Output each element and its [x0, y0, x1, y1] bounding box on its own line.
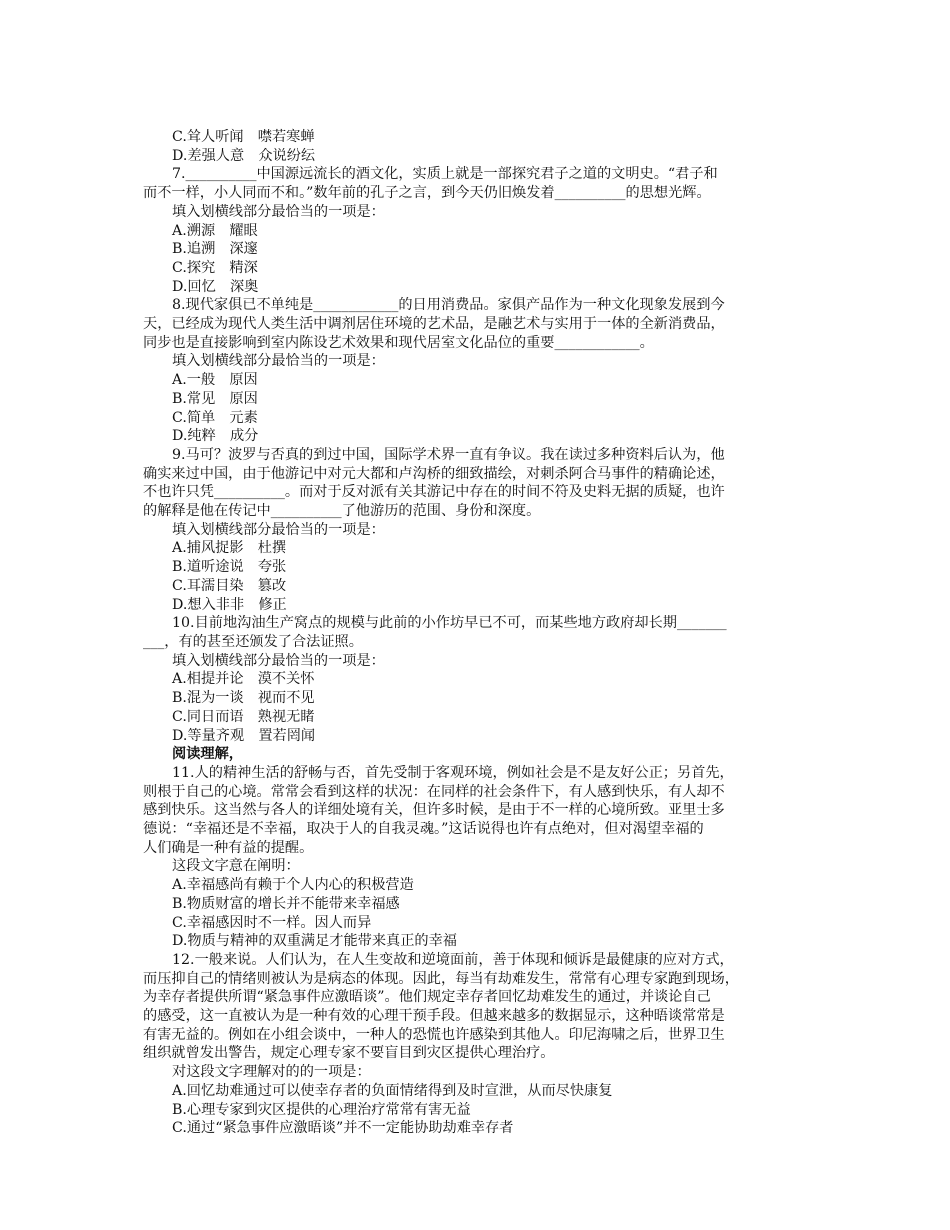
text-line: 不也许只凭__________。而对于反对派有关其游记中存在的时间不符及史料无据的质疑，也许	[143, 484, 725, 501]
text-line: ___，有的甚至还颁发了合法证照。	[143, 633, 363, 650]
text-line: 这段文字意在阐明：	[172, 858, 300, 875]
text-line: 同步也是直接影响到室内陈设艺术效果和现代居室文化品位的重要____________。	[143, 334, 654, 351]
text-line: C.同日而语 熟视无睹	[172, 708, 315, 725]
text-line: 对这段文字理解对的的一项是：	[172, 1064, 371, 1081]
section-heading: 阅读理解，	[172, 746, 243, 763]
text-line: 则根于自己的心境。常常会看到这样的状况：在同样的社会条件下，有人感到快乐，有人却不	[143, 783, 725, 800]
text-line: C.探究 精深	[172, 259, 258, 276]
text-line: 7.__________中国源远流长的酒文化，实质上就是一部探究君子之道的文明史。“君子和	[172, 166, 718, 183]
text-line: 12.一般来说。人们认为，在人生变故和逆境面前，善于体现和倾诉是最健康的应对方式，	[172, 951, 734, 968]
text-line: D.物质与精神的双重满足才能带来真正的幸福	[172, 933, 457, 950]
text-line: C.幸福感因时不一样。因人而异	[172, 914, 372, 931]
text-line: 的感受，这一直被认为是一种有效的心理干预手段。但越来越多的数据显示，这种晤谈常常是	[143, 1008, 725, 1025]
document-page	[143, 128, 813, 1138]
text-line: C.耳濡目染 篡改	[172, 577, 287, 594]
text-line: D.回忆 深奥	[172, 278, 259, 295]
text-line: 填入划横线部分最恰当的一项是：	[172, 521, 385, 538]
text-line: C.通过“紧急事件应激晤谈”并不一定能协助劫难幸存者	[172, 1120, 514, 1137]
text-line: A.捕风捉影 杜撰	[172, 540, 287, 557]
text-line: D.纯粹 成分	[172, 428, 259, 445]
text-line: B.心理专家到灾区提供的心理治疗常常有害无益	[172, 1101, 471, 1118]
text-line: 为幸存者提供所谓“紧急事件应激晤谈”。他们规定幸存者回忆劫难发生的通过，并谈论自己	[143, 989, 711, 1006]
text-line: 填入划横线部分最恰当的一项是：	[172, 203, 385, 220]
text-line: 填入划横线部分最恰当的一项是：	[172, 353, 385, 370]
text-line: B.道听途说 夸张	[172, 559, 287, 576]
text-line: D.想入非非 修正	[172, 596, 287, 613]
text-line: B.常见 原因	[172, 390, 258, 407]
text-line: A.溯源 耀眼	[172, 222, 258, 239]
text-line: 感到快乐。这当然与各人的详细处境有关，但许多时候，是由于不一样的心境所致。亚里士多	[143, 802, 725, 819]
text-line: A.回忆劫难通过可以使幸存者的负面情绪得到及时宣泄，从而尽快康复	[172, 1082, 613, 1099]
text-line: 9.马可？波罗与否真的到过中国，国际学术界一直有争议。我在读过多种资料后认为，他	[172, 446, 725, 463]
text-line: B.追溯 深邃	[172, 241, 258, 258]
text-line: 有害无益的。例如在小组会谈中，一种人的恐慌也许感染到其他人。印尼海啸之后，世界卫生	[143, 1026, 725, 1043]
text-line: B.混为一谈 视而不见	[172, 690, 315, 707]
text-line: 8.现代家俱已不单纯是____________的日用消费品。家俱产品作为一种文化现象发展到今	[172, 297, 725, 314]
text-line: D.等量齐观 置若罔闻	[172, 727, 316, 744]
text-line: A.相提并论 漠不关怀	[172, 671, 315, 688]
text-line: A.幸福感尚有赖于个人内心的积极营造	[172, 877, 414, 894]
text-line: B.物质财富的增长并不能带来幸福感	[172, 895, 400, 912]
text-line: 德说：“幸福还是不幸福，取决于人的自我灵魂。”这话说得也许有点绝对，但对渴望幸福的	[143, 821, 704, 838]
text-line: 而不一样，小人同而不和。”数年前的孔子之言，到今天仍旧焕发着__________的思想光辉。	[143, 185, 711, 202]
text-line: 天，已经成为现代人类生活中调剂居住环境的艺术品，是融艺术与实用于一体的全新消费品，	[143, 316, 725, 333]
text-line: 确实来过中国，由于他游记中对元大都和卢沟桥的细致描绘，对刺杀阿合马事件的精确论述，	[143, 465, 725, 482]
text-line: 的解释是他在传记中__________了他游历的范围、身份和深度。	[143, 503, 541, 520]
text-line: C.耸人听闻 噤若寒蝉	[172, 129, 315, 145]
text-line: 填入划横线部分最恰当的一项是：	[172, 652, 385, 669]
text-line: 而压抑自己的情绪则被认为是病态的体现。因此，每当有劫难发生，常常有心理专家跑到现场，	[143, 970, 739, 987]
text-line: 人们确是一种有益的提醒。	[143, 839, 314, 856]
text-line: 组织就曾发出警告，规定心理专家不要盲目到灾区提供心理治疗。	[143, 1045, 555, 1062]
text-line: A.一般 原因	[172, 372, 258, 389]
text-line: D.差强人意 众说纷纭	[172, 147, 316, 164]
text-line: C.简单 元素	[172, 409, 258, 426]
text-line: 11.人的精神生活的舒畅与否，首先受制于客观环境，例如社会是不是友好公正；另首先，	[172, 764, 734, 781]
text-line: 10.目前地沟油生产窝点的规模与此前的小作坊早已不可，而某些地方政府却长期_______	[172, 615, 727, 632]
